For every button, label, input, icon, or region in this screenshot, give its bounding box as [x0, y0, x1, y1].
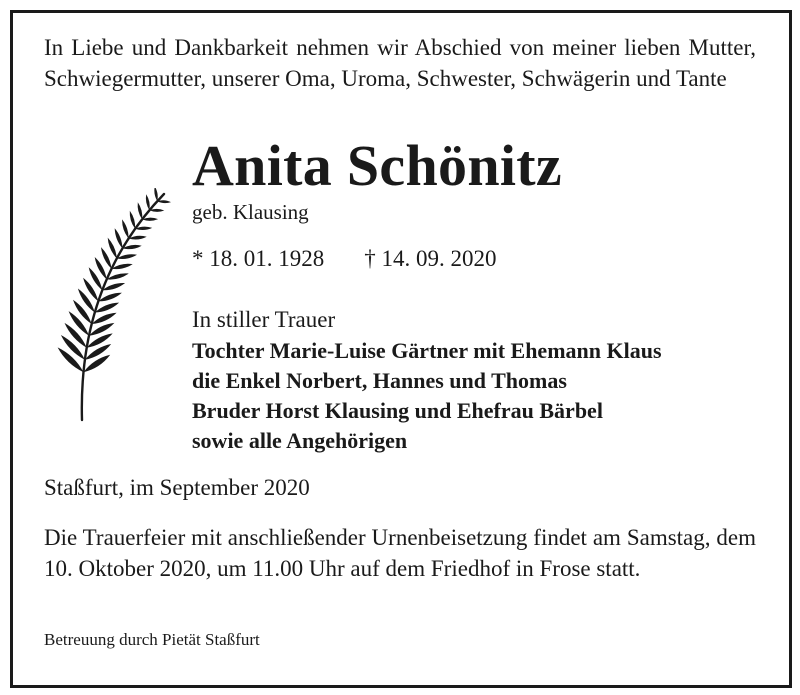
birth-date: * 18. 01. 1928 — [192, 246, 325, 271]
fern-leaflet — [130, 211, 135, 229]
mourner-line: Tochter Marie-Luise Gärtner mit Ehemann Klaus — [192, 338, 662, 363]
fern-leaflet — [101, 247, 112, 269]
life-dates — [192, 244, 497, 274]
death-date: † 14. 09. 2020 — [364, 246, 497, 271]
mourner-line: sowie alle Angehörigen — [192, 428, 408, 453]
fern-leaflet — [108, 238, 117, 259]
fern-leaflet — [146, 194, 150, 210]
mourners-list — [192, 336, 662, 456]
mourner-line: die Enkel Norbert, Hannes und Thomas — [192, 368, 567, 393]
intro-text: In Liebe und Dankbarkeit nehmen wir Abschied von meiner lieben Mutter, Schwiegermutter, unserer Oma, Uroma, Schwester, Schwägerin und Tante — [44, 35, 756, 91]
fern-leaflet — [122, 219, 129, 238]
ceremony-details: Die Trauerfeier mit anschließender Urnenbeisetzung findet am Samstag, dem 10. Oktober 2020, um 11.00 Uhr auf dem Friedhof in Frose statt. — [44, 525, 756, 581]
funeral-home-note: Betreuung durch Pietät Staßfurt — [44, 630, 260, 649]
fern-leaflet — [138, 202, 143, 219]
place-date: Staßfurt, im September 2020 — [44, 475, 310, 500]
fern-leaflet — [154, 188, 157, 201]
mourner-line: Bruder Horst Klausing und Ehefrau Bärbel — [192, 398, 603, 423]
fern-leaf-icon — [44, 188, 172, 424]
mourning-heading: In stiller Trauer — [192, 307, 336, 332]
fern-leaflet — [157, 200, 171, 203]
birth-name: geb. Klausing — [192, 200, 309, 224]
fern-leaflet — [115, 228, 123, 248]
deceased-name: Anita Schönitz — [192, 133, 562, 198]
